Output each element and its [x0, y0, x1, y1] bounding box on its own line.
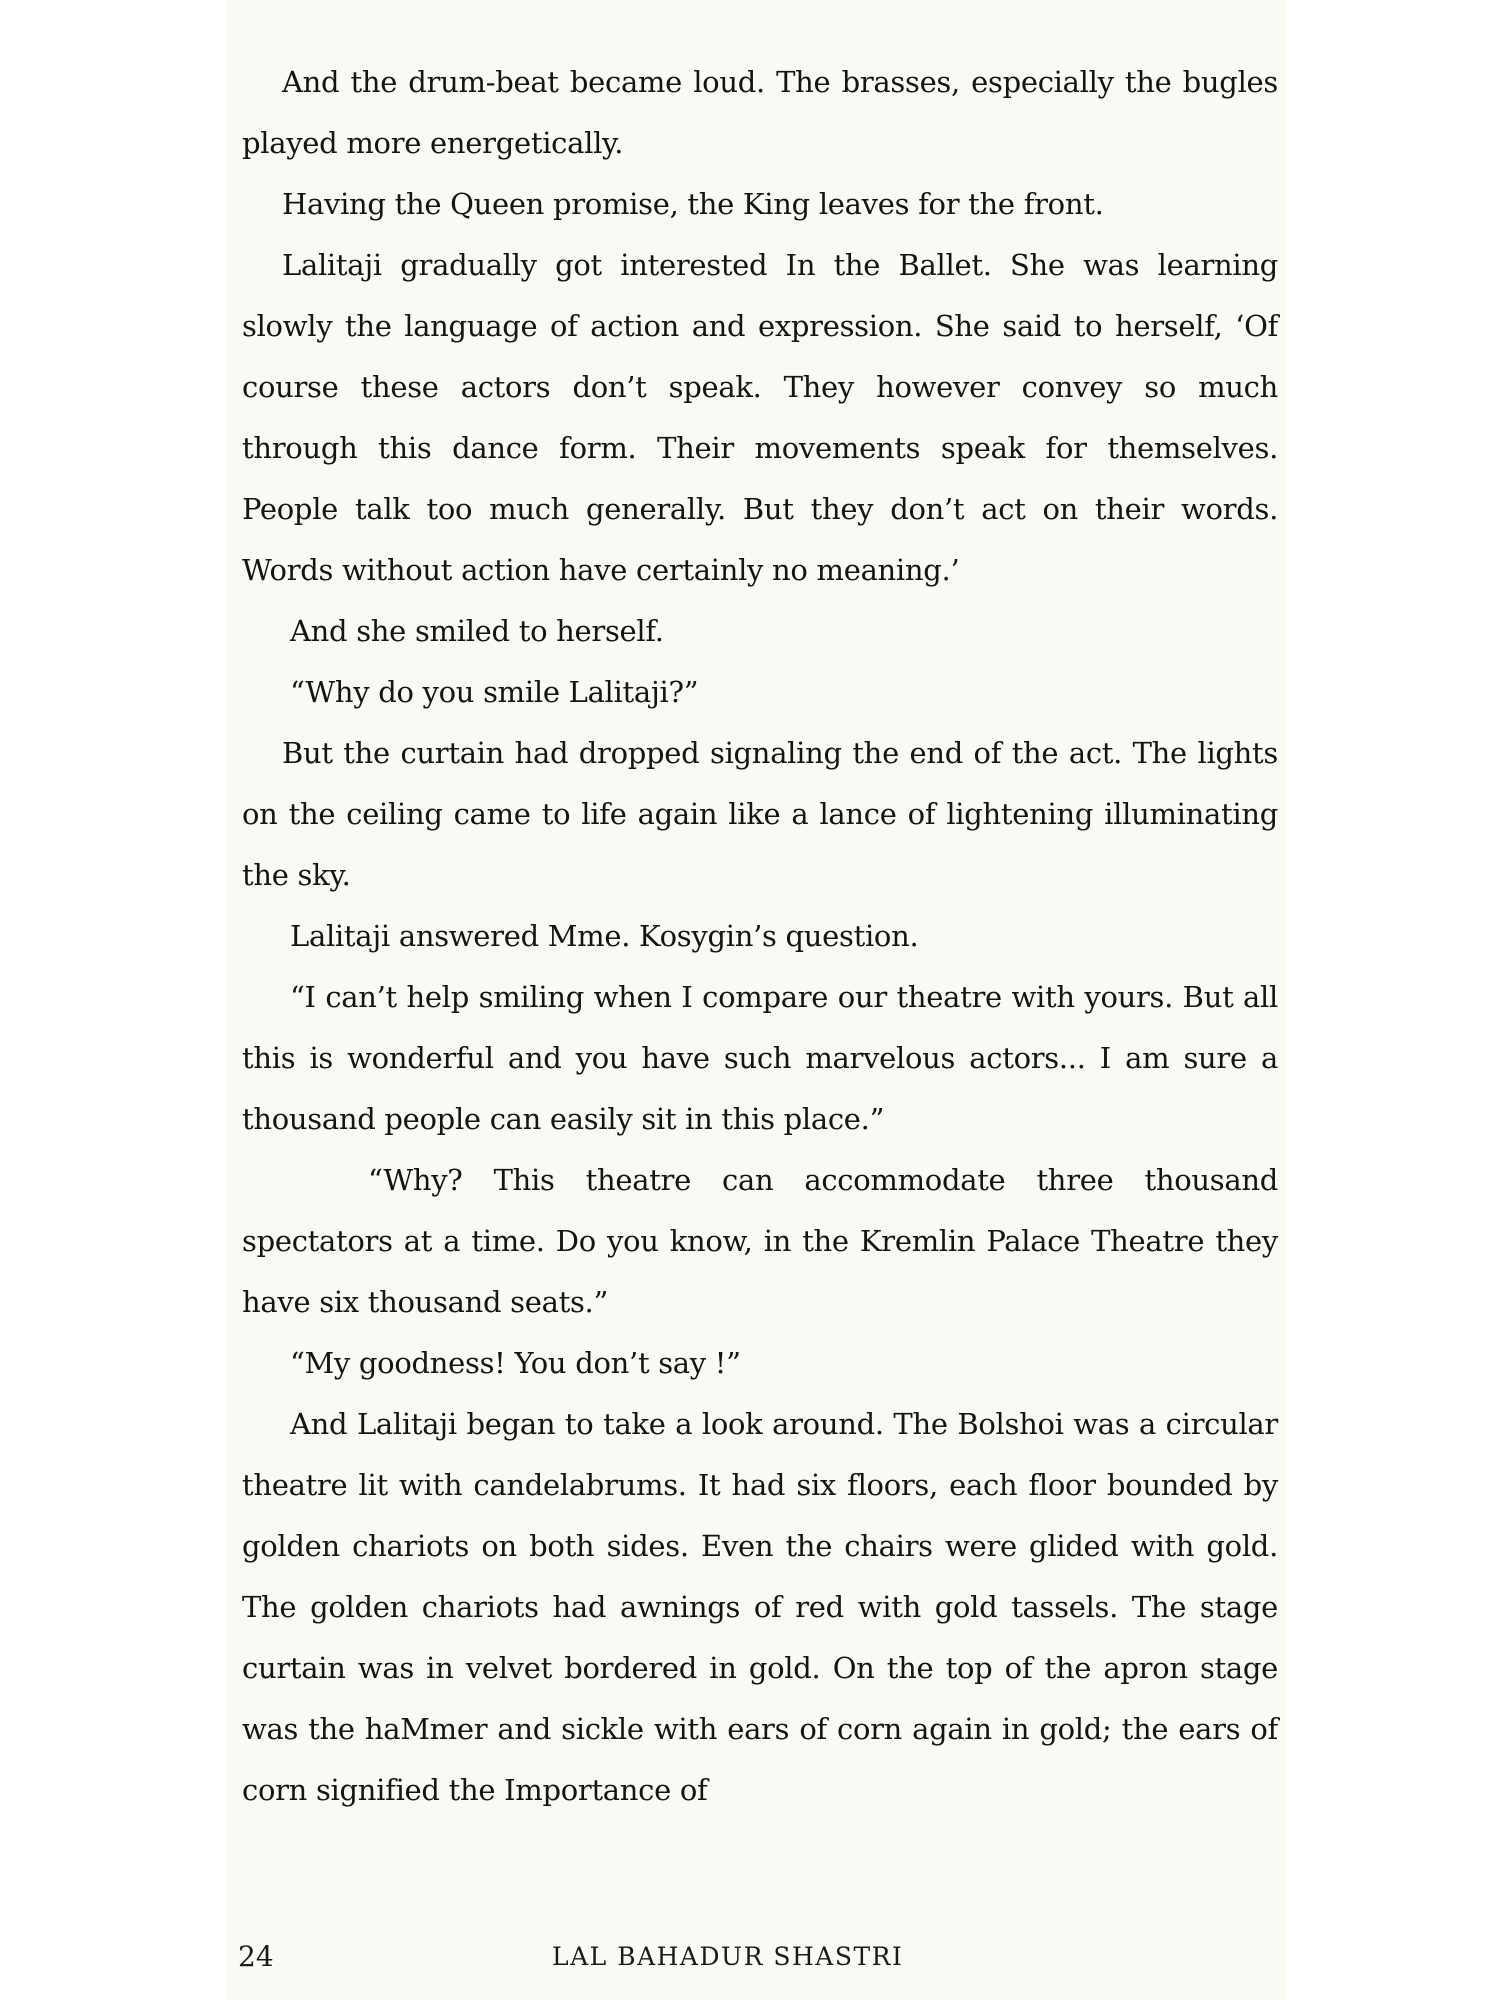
paragraph: Lalitaji gradually got interested In the Ballet. She was learning slowly the language of action and expression. She said to herself, ‘Of course these actors don’t speak. They however convey so much through this dance form. Their movements speak for themselves. People talk too much generally. But they don’t act on their words. Words without action have certainly no meaning.’	[242, 248, 1278, 587]
paragraph: “Why? This theatre can accommodate three thousand spectators at a time. Do you know, in the Kremlin Palace Theatre they have six thousand seats.”	[242, 1163, 1278, 1319]
book-page	[226, 0, 1286, 2000]
running-title: LAL BAHADUR SHASTRI	[552, 1942, 904, 1971]
paragraph: Lalitaji answered Mme. Kosygin’s question.	[290, 919, 919, 953]
paragraph: And Lalitaji began to take a look around. The Bolshoi was a circular theatre lit with candelabrums. It had six floors, each floor bounded by golden chariots on both sides. Even the chairs were glided with gold. The golden chariots had awnings of red with gold tassels. The stage curtain was in velvet bordered in gold. On the top of the apron stage was the haMmer and sickle with ears of corn again in gold; the ears of corn signified the Importance of	[242, 1407, 1278, 1807]
paragraph: And she smiled to herself.	[290, 614, 664, 648]
paragraph: “My goodness! You don’t say !”	[290, 1346, 741, 1380]
page-number: 24	[238, 1940, 274, 1973]
paragraph: “I can’t help smiling when I compare our theatre with yours. But all this is wonderful and you have such marvelous actors... I am sure a thousand people can easily sit in this place.”	[242, 980, 1278, 1136]
paragraph: And the drum-beat became loud. The brasses, especially the bugles played more energetically.	[242, 65, 1278, 160]
body-text	[242, 52, 1278, 1821]
paragraph: But the curtain had dropped signaling the end of the act. The lights on the ceiling came to life again like a lance of lightening illuminating the sky.	[242, 736, 1278, 892]
paragraph: “Why do you smile Lalitaji?”	[290, 675, 699, 709]
paragraph: Having the Queen promise, the King leaves for the front.	[282, 187, 1104, 221]
